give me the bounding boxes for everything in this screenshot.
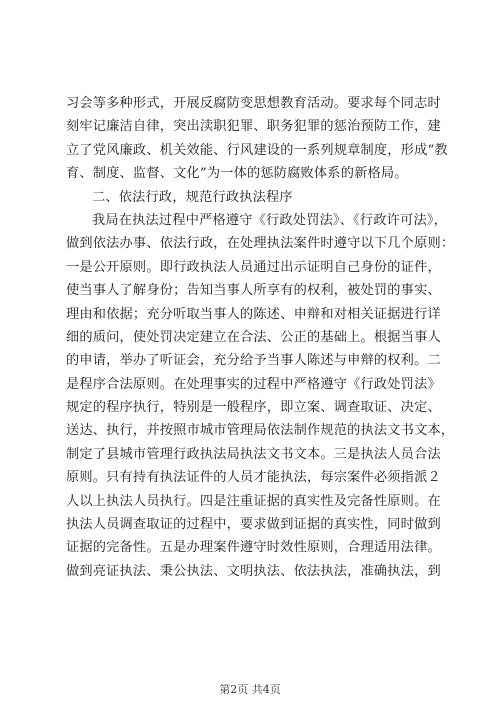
text-line: 制定了县城市管理行政执法局执法文书文本。三是执法人员合法 bbox=[66, 446, 441, 462]
text-line: 证据的完备性。五是办理案件遵守时效性原则，合理适用法律。 bbox=[66, 540, 441, 556]
text-line: 刻牢记廉洁自律，突出渎职犯罪、职务犯罪的惩治预防工作，建 bbox=[66, 119, 441, 135]
page-footer: 第2页 共4页 bbox=[219, 683, 281, 696]
text-line: 做到依法办事、依法行政，在处理执法案件时遵守以下几个原则： bbox=[66, 236, 455, 252]
text-line: 人以上执法人员执行。四是注重证据的真实性及完备性原则。在 bbox=[66, 493, 441, 509]
body-text bbox=[66, 92, 455, 583]
text-line: 是程序合法原则。在处理事实的过程中严格遵守《行政处罚法》 bbox=[66, 376, 441, 392]
text-line: 规定的程序执行，特别是一般程序，即立案、调查取证、决定、 bbox=[66, 400, 441, 416]
text-line: 细的质问，使处罚决定建立在合法、公正的基础上。根据当事人 bbox=[66, 329, 441, 345]
text-line: 送达、执行，并按照市城市管理局依法制作规范的执法文书文本， bbox=[66, 423, 455, 439]
text-line: 理由和依据；充分听取当事人的陈述、申辩和对相关证据进行详 bbox=[66, 306, 441, 322]
text-line: 原则。只有持有执法证件的人员才能执法，每宗案件必须指派２ bbox=[66, 470, 441, 486]
text-line: 习会等多种形式，开展反腐防变思想教育活动。要求每个同志时 bbox=[66, 96, 441, 111]
text-line: 做到亮证执法、秉公执法、文明执法、依法执法，准确执法，到 bbox=[66, 563, 441, 579]
text-line: 的申请，举办了听证会，充分给予当事人陈述与申辩的权利。二 bbox=[66, 353, 441, 369]
text-line: 立了党风廉政、机关效能、行风建设的一系列规章制度，形成“教 bbox=[66, 142, 448, 158]
text-line: 执法人员调查取证的过程中，要求做到证据的真实性，同时做到 bbox=[66, 517, 441, 533]
text-line: 一是公开原则。即行政执法人员通过出示证明自己身份的证件， bbox=[66, 259, 441, 275]
text-line: 使当事人了解身份；告知当事人所享有的权利，被处罚的事实、 bbox=[66, 283, 441, 299]
text-line: 我局在执法过程中严格遵守《行政处罚法》、《行政许可法》， bbox=[92, 212, 448, 228]
text-line: 育、制度、监督、文化”为一体的惩防腐败体系的新格局。 bbox=[66, 166, 408, 182]
text-line: 二、依法行政，规范行政执法程序 bbox=[92, 189, 293, 205]
